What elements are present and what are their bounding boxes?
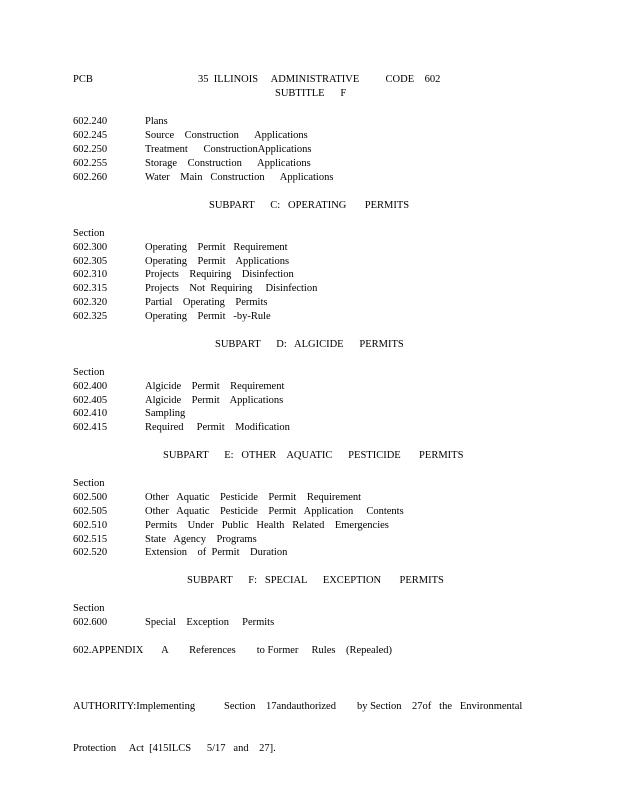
section-title: Projects Not Requiring Disinfection bbox=[145, 283, 318, 294]
section-row bbox=[73, 394, 283, 408]
section-title: Projects Requiring Disinfection bbox=[145, 269, 294, 280]
subpart-e-heading: SUBPART E: OTHER AQUATIC PESTICIDE PERMITS bbox=[163, 450, 464, 461]
section-row bbox=[73, 296, 267, 310]
section-title: Water Main Construction Applications bbox=[145, 172, 334, 183]
section-label: Section bbox=[73, 478, 105, 489]
section-row bbox=[73, 171, 333, 185]
section-number: 602.315 bbox=[73, 283, 108, 294]
section-title: Operating Permit -by-Rule bbox=[145, 311, 271, 322]
section-number: 602.520 bbox=[73, 547, 108, 558]
section-row bbox=[73, 268, 294, 282]
section-number: 602.410 bbox=[73, 408, 108, 419]
section-title: Other Aquatic Pesticide Permit Application Contents bbox=[145, 506, 404, 517]
section-row bbox=[73, 533, 257, 547]
section-number: 602.255 bbox=[73, 158, 108, 169]
section-title: Storage Construction Applications bbox=[145, 158, 311, 169]
section-title: Partial Operating Permits bbox=[145, 297, 268, 308]
section-row bbox=[73, 546, 287, 560]
section-row bbox=[73, 157, 311, 171]
section-label: Section bbox=[73, 603, 105, 614]
section-number: 602.260 bbox=[73, 172, 108, 183]
section-row bbox=[73, 115, 168, 129]
section-title: Extension of Permit Duration bbox=[145, 547, 288, 558]
section-title: Special Exception Permits bbox=[145, 617, 275, 628]
subpart-f-heading: SUBPART F: SPECIAL EXCEPTION PERMITS bbox=[187, 575, 444, 586]
section-row bbox=[73, 255, 289, 269]
authority-note bbox=[73, 672, 523, 784]
section-title: Algicide Permit Requirement bbox=[145, 381, 285, 392]
section-title: Plans bbox=[145, 116, 168, 127]
section-title: Source Construction Applications bbox=[145, 130, 308, 141]
section-title: Treatment ConstructionApplications bbox=[145, 144, 312, 155]
section-number: 602.600 bbox=[73, 617, 108, 628]
section-row bbox=[73, 491, 361, 505]
section-number: 602.510 bbox=[73, 520, 108, 531]
header-subtitle: SUBTITLE F bbox=[275, 88, 347, 99]
header-agency: PCB bbox=[73, 74, 93, 85]
section-row bbox=[73, 310, 271, 324]
section-title: Other Aquatic Pesticide Permit Requirement bbox=[145, 492, 362, 503]
section-label: Section bbox=[73, 228, 105, 239]
section-title: Sampling bbox=[145, 408, 186, 419]
section-number: 602.405 bbox=[73, 395, 108, 406]
section-title: Algicide Permit Applications bbox=[145, 395, 284, 406]
appendix-line: 602.APPENDIX A References to Former Rules (Repealed) bbox=[73, 645, 393, 656]
section-row bbox=[73, 129, 308, 143]
section-row bbox=[73, 616, 274, 630]
authority-line-1: AUTHORITY:Implementing Section 17andauthorized by Section 27of the Environmental bbox=[73, 701, 523, 712]
section-number: 602.245 bbox=[73, 130, 108, 141]
section-row bbox=[73, 143, 311, 157]
section-row bbox=[73, 407, 185, 421]
section-number: 602.515 bbox=[73, 534, 108, 545]
section-row bbox=[73, 505, 404, 519]
section-number: 602.250 bbox=[73, 144, 108, 155]
authority-line-2: Protection Act [415ILCS 5/17 and 27]. bbox=[73, 743, 276, 754]
subpart-d-heading: SUBPART D: ALGICIDE PERMITS bbox=[215, 339, 404, 350]
section-number: 602.500 bbox=[73, 492, 108, 503]
section-row bbox=[73, 519, 389, 533]
section-row bbox=[73, 241, 288, 255]
section-number: 602.240 bbox=[73, 116, 108, 127]
section-title: Permits Under Public Health Related Emergencies bbox=[145, 520, 389, 531]
section-row bbox=[73, 380, 284, 394]
section-number: 602.505 bbox=[73, 506, 108, 517]
section-title: Operating Permit Requirement bbox=[145, 242, 288, 253]
section-number: 602.305 bbox=[73, 256, 108, 267]
section-row bbox=[73, 421, 290, 435]
section-row bbox=[73, 282, 317, 296]
section-number: 602.320 bbox=[73, 297, 108, 308]
section-title: Required Permit Modification bbox=[145, 422, 290, 433]
section-number: 602.400 bbox=[73, 381, 108, 392]
section-number: 602.415 bbox=[73, 422, 108, 433]
subpart-c-heading: SUBPART C: OPERATING PERMITS bbox=[209, 200, 410, 211]
header-code-title: 35 ILLINOIS ADMINISTRATIVE CODE 602 bbox=[198, 74, 441, 85]
section-title: State Agency Programs bbox=[145, 534, 257, 545]
section-number: 602.325 bbox=[73, 311, 108, 322]
section-number: 602.310 bbox=[73, 269, 108, 280]
section-number: 602.300 bbox=[73, 242, 108, 253]
section-label: Section bbox=[73, 367, 105, 378]
section-title: Operating Permit Applications bbox=[145, 256, 290, 267]
